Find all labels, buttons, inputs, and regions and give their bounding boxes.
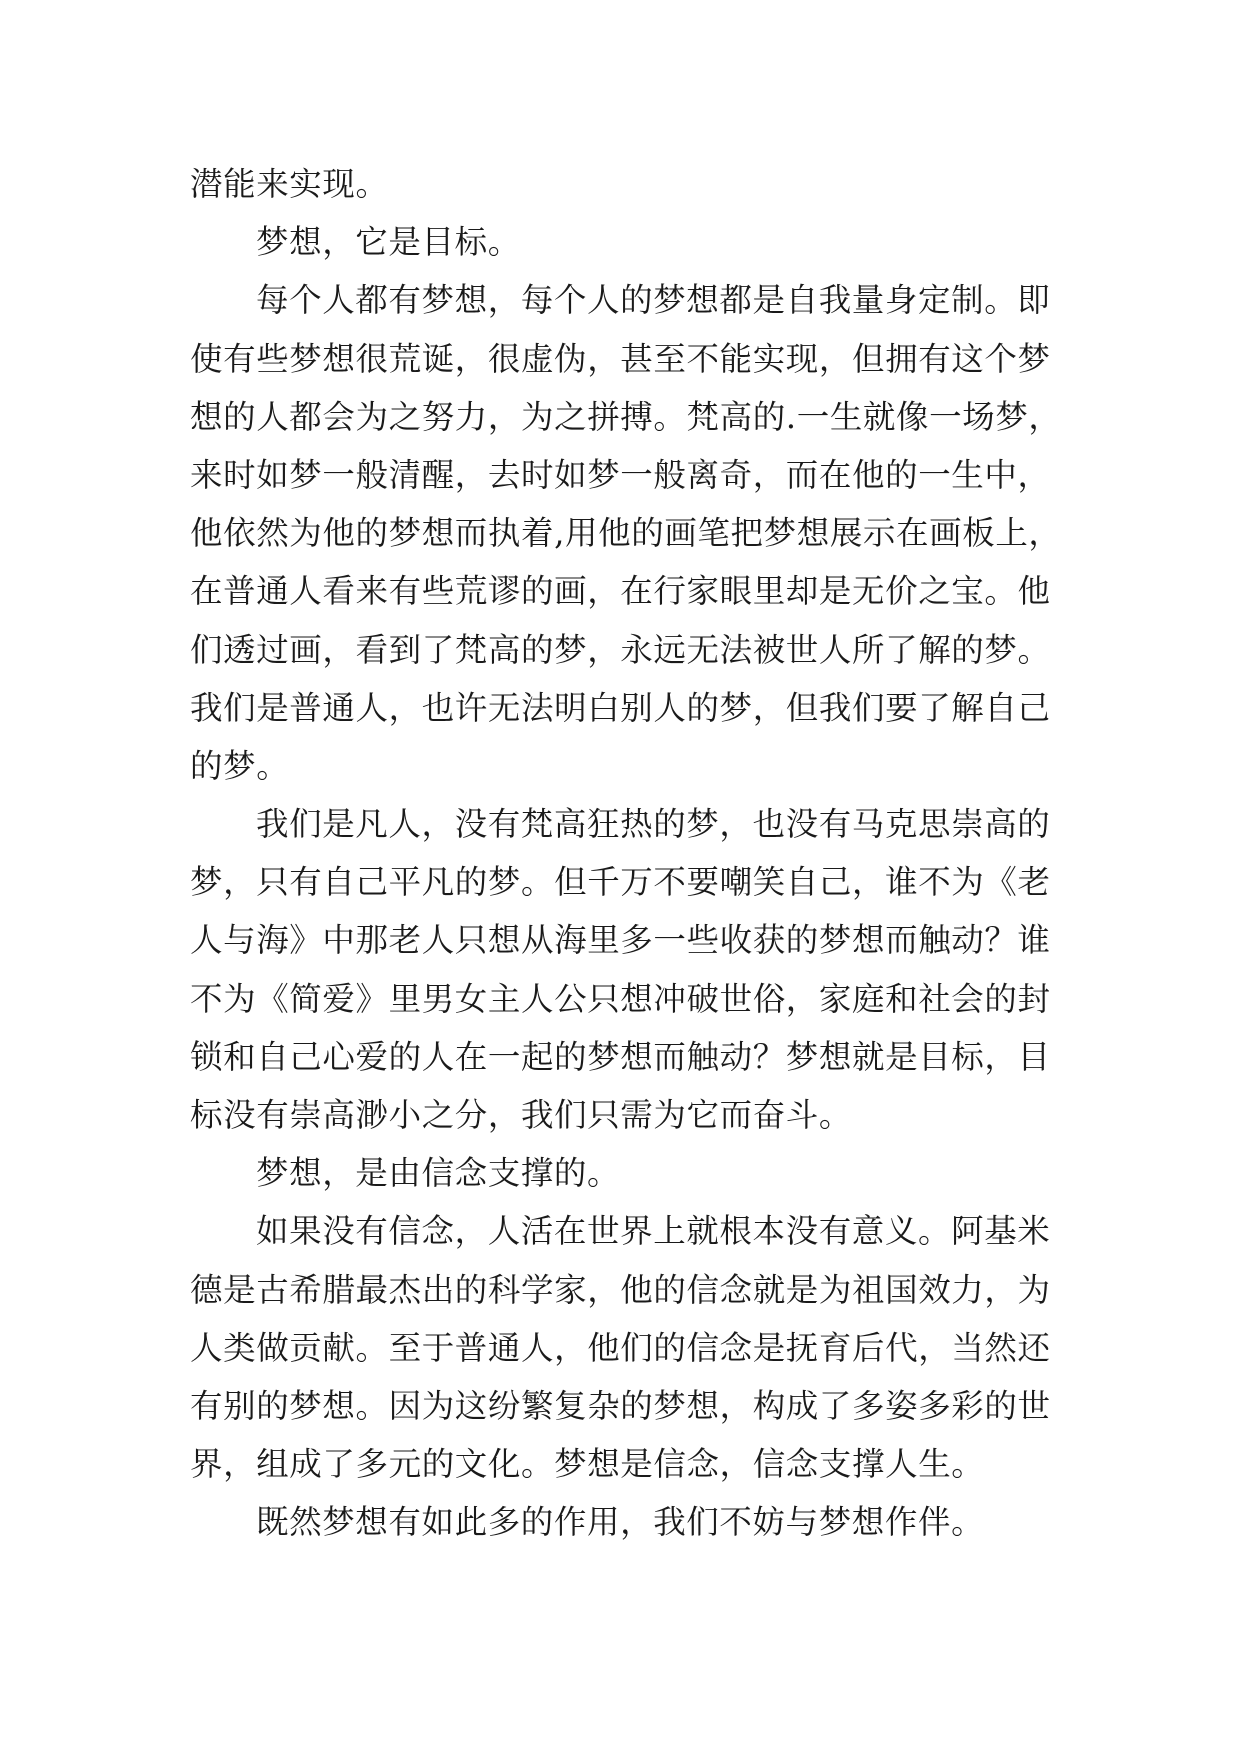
text-line: 有别的梦想。因为这纷繁复杂的梦想，构成了多姿多彩的世: [190, 1386, 1051, 1425]
text-line: 不为《简爱》里男女主人公只想冲破世俗，家庭和社会的封: [190, 979, 1051, 1018]
text-line: 的梦。: [190, 746, 290, 785]
document-body: [190, 155, 1070, 1552]
text-line: 界，组成了多元的文化。梦想是信念，信念支撑人生。: [190, 1445, 985, 1484]
text-line: 我们是凡人，没有梵高狂热的梦，也没有马克思崇高的: [256, 805, 1051, 844]
text-line: 既然梦想有如此多的作用，我们不妨与梦想作伴。: [256, 1503, 985, 1542]
text-line: 人与海》中那老人只想从海里多一些收获的梦想而触动？谁: [190, 921, 1051, 960]
text-line: 标没有崇高渺小之分，我们只需为它而奋斗。: [190, 1096, 853, 1134]
text-line: 来时如梦一般清醒，去时如梦一般离奇，而在他的一生中，: [190, 455, 1051, 494]
text-line: 使有些梦想很荒诞，很虚伪，甚至不能实现，但拥有这个梦: [190, 339, 1051, 378]
text-line: 梦想，是由信念支撑的。: [256, 1154, 621, 1193]
text-line: 想的人都会为之努力，为之拼搏。梵高的.一生就像一场梦，: [190, 397, 1062, 436]
text-line: 梦想，它是目标。: [256, 223, 521, 262]
text-line: 德是古希腊最杰出的科学家，他的信念就是为祖国效力，为: [190, 1270, 1051, 1309]
text-line: 梦，只有自己平凡的梦。但千万不要嘲笑自己，谁不为《老: [190, 863, 1051, 902]
text-line: 潜能来实现。: [190, 165, 389, 203]
text-line: 在普通人看来有些荒谬的画，在行家眼里却是无价之宝。他: [190, 572, 1051, 611]
text-line: 们透过画，看到了梵高的梦，永远无法被世人所了解的梦。: [190, 630, 1051, 669]
text-line: 每个人都有梦想，每个人的梦想都是自我量身定制。即: [256, 281, 1051, 320]
text-line: 锁和自己心爱的人在一起的梦想而触动？梦想就是目标，目: [190, 1037, 1051, 1076]
text-line: 他依然为他的梦想而执着,用他的画笔把梦想展示在画板上，: [190, 514, 1062, 553]
text-line: 人类做贡献。至于普通人，他们的信念是抚育后代，当然还: [190, 1328, 1051, 1367]
text-line: 我们是普通人，也许无法明白别人的梦，但我们要了解自己: [190, 688, 1051, 727]
text-line: 如果没有信念，人活在世界上就根本没有意义。阿基米: [256, 1212, 1051, 1251]
